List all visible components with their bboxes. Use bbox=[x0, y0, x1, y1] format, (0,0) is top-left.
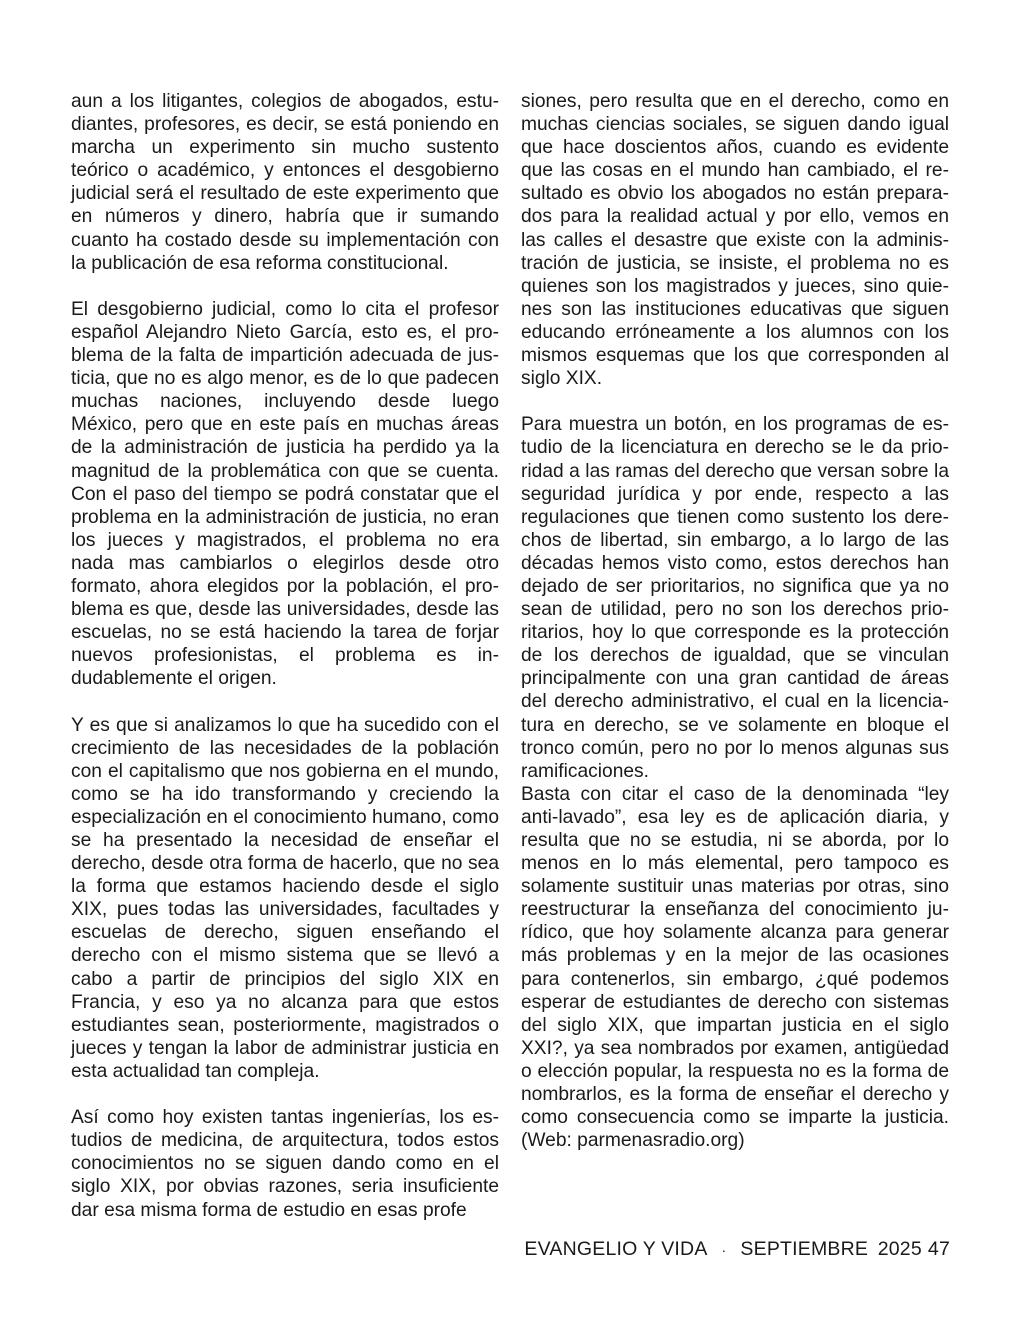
article-column-right bbox=[521, 90, 949, 1152]
page-footer bbox=[524, 1238, 950, 1261]
article-paragraph: El desgobierno judicial, como lo cita el profesor español Alejandro Nieto García, esto es, el problema de la falta de impartición adecuada de justicia, que no es algo menor, es de lo que padecen muchas naciones, incluyendo desde luego México, pero que en este país en muchas áreas de la administración de justicia ha perdido ya la magnitud de la problemática con que se cuenta. Con el paso del tiempo se podrá constatar que el problema en la administración de justicia, no eran los jueces y magistrados, el problema no era nada mas cambiarlos o elegirlos desde otro formato, ahora elegidos por la población, el problema es que, desde las universidades, desde las escuelas, no se está haciendo la tarea de forjar nuevos profesionistas, el problema es indudablemente el origen. bbox=[71, 298, 499, 690]
article-paragraph: Y es que si analizamos lo que ha sucedido con el crecimiento de las necesidades de la población con el capitalismo que nos gobierna en el mundo, como se ha ido transformando y creciendo la especialización en el conocimiento humano, como se ha presentado la necesidad de enseñar el derecho, desde otra forma de hacerlo, que no sea la forma que estamos haciendo desde el siglo XIX, pues todas las universidades, facultades y escuelas de derecho, siguen enseñando el derecho con el mismo sistema que se llevó a cabo a partir de principios del siglo XIX en Francia, y eso ya no alcanza para que estos estudiantes sean, posteriormente, magistrados o jueces y tengan la labor de administrar justicia en esta actualidad tan compleja. bbox=[71, 714, 499, 1082]
page-number: 47 bbox=[927, 1238, 950, 1260]
article-paragraph: siones, pero resulta que en el derecho, como en muchas ciencias sociales, se siguen dando igual que hace doscientos años, cuando es evidente que las cosas en el mundo han cambiado, el resultado es obvio los abogados no están preparados para la realidad actual y por ello, vemos en las calles el desastre que existe con la administración de justicia, se insiste, el problema no es quienes son los magistrados y jueces, sino quienes son las instituciones educativas que siguen educando erróneamente a los alumnos con los mismos esquemas que los que corresponden al siglo XIX. bbox=[521, 91, 949, 390]
publication-name: EVANGELIO Y VIDA bbox=[524, 1238, 708, 1260]
article-paragraph: Basta con citar el caso de la denominada “ley anti-lavado”, esa ley es de aplicación diaria, y resulta que no se estudia, ni se aborda, por lo menos en lo más elemental, pero tampoco es solamente sustituir unas materias por otras, sino reestructurar la enseñanza del conocimiento jurídico, que hoy solamente alcanza para generar más problemas y en la mejor de las ocasiones para contenerlos, sin embargo, ¿qué podemos esperar de estudiantes de derecho con sistemas del siglo XIX, que impartan justicia en el siglo XXI?, ya sea nombrados por examen, antigüedad o elección popular, la respuesta no es la forma de nombrarlos, es la forma de enseñar el derecho y como consecuencia como se imparte la justicia. (Web: parmenasradio.org) bbox=[521, 783, 949, 1152]
issue-date: SEPTIEMBRE 2025 bbox=[740, 1238, 922, 1260]
footer-separator: · bbox=[721, 1241, 727, 1258]
article-column-left bbox=[71, 90, 499, 1222]
article-paragraph: aun a los litigantes, colegios de abogados, estudiantes, profesores, es decir, se está poniendo en marcha un experimento sin mucho sustento teórico o académico, y entonces el desgobierno judicial será el resultado de este experimento que en números y dinero, habría que ir sumando cuanto ha costado desde su implementación con la publicación de esa reforma constitucional. bbox=[71, 91, 499, 274]
article-paragraph: Así como hoy existen tantas ingenierías, los estudios de medicina, de arquitectura, todos estos conocimientos no se siguen dando como en el siglo XIX, por obvias razones, seria insuficiente dar esa misma forma de estudio en esas profe bbox=[71, 1107, 499, 1221]
article-paragraph: Para muestra un botón, en los programas de estudio de la licenciatura en derecho se le da prioridad a las ramas del derecho que versan sobre la seguridad jurídica y por ende, respecto a las regulaciones que tienen como sustento los derechos de libertad, sin embargo, a lo largo de las décadas hemos visto como, estos derechos han dejado de ser prioritarios, no significa que ya no sean de utilidad, pero no son los derechos prioritarios, hoy lo que corresponde es la protección de los derechos de igualdad, que se vinculan principalmente con una gran cantidad de áreas del derecho administrativo, el cual en la licenciatura en derecho, se ve solamente en bloque el tronco común, pero no por lo menos algunas sus ramificaciones. bbox=[521, 414, 949, 782]
